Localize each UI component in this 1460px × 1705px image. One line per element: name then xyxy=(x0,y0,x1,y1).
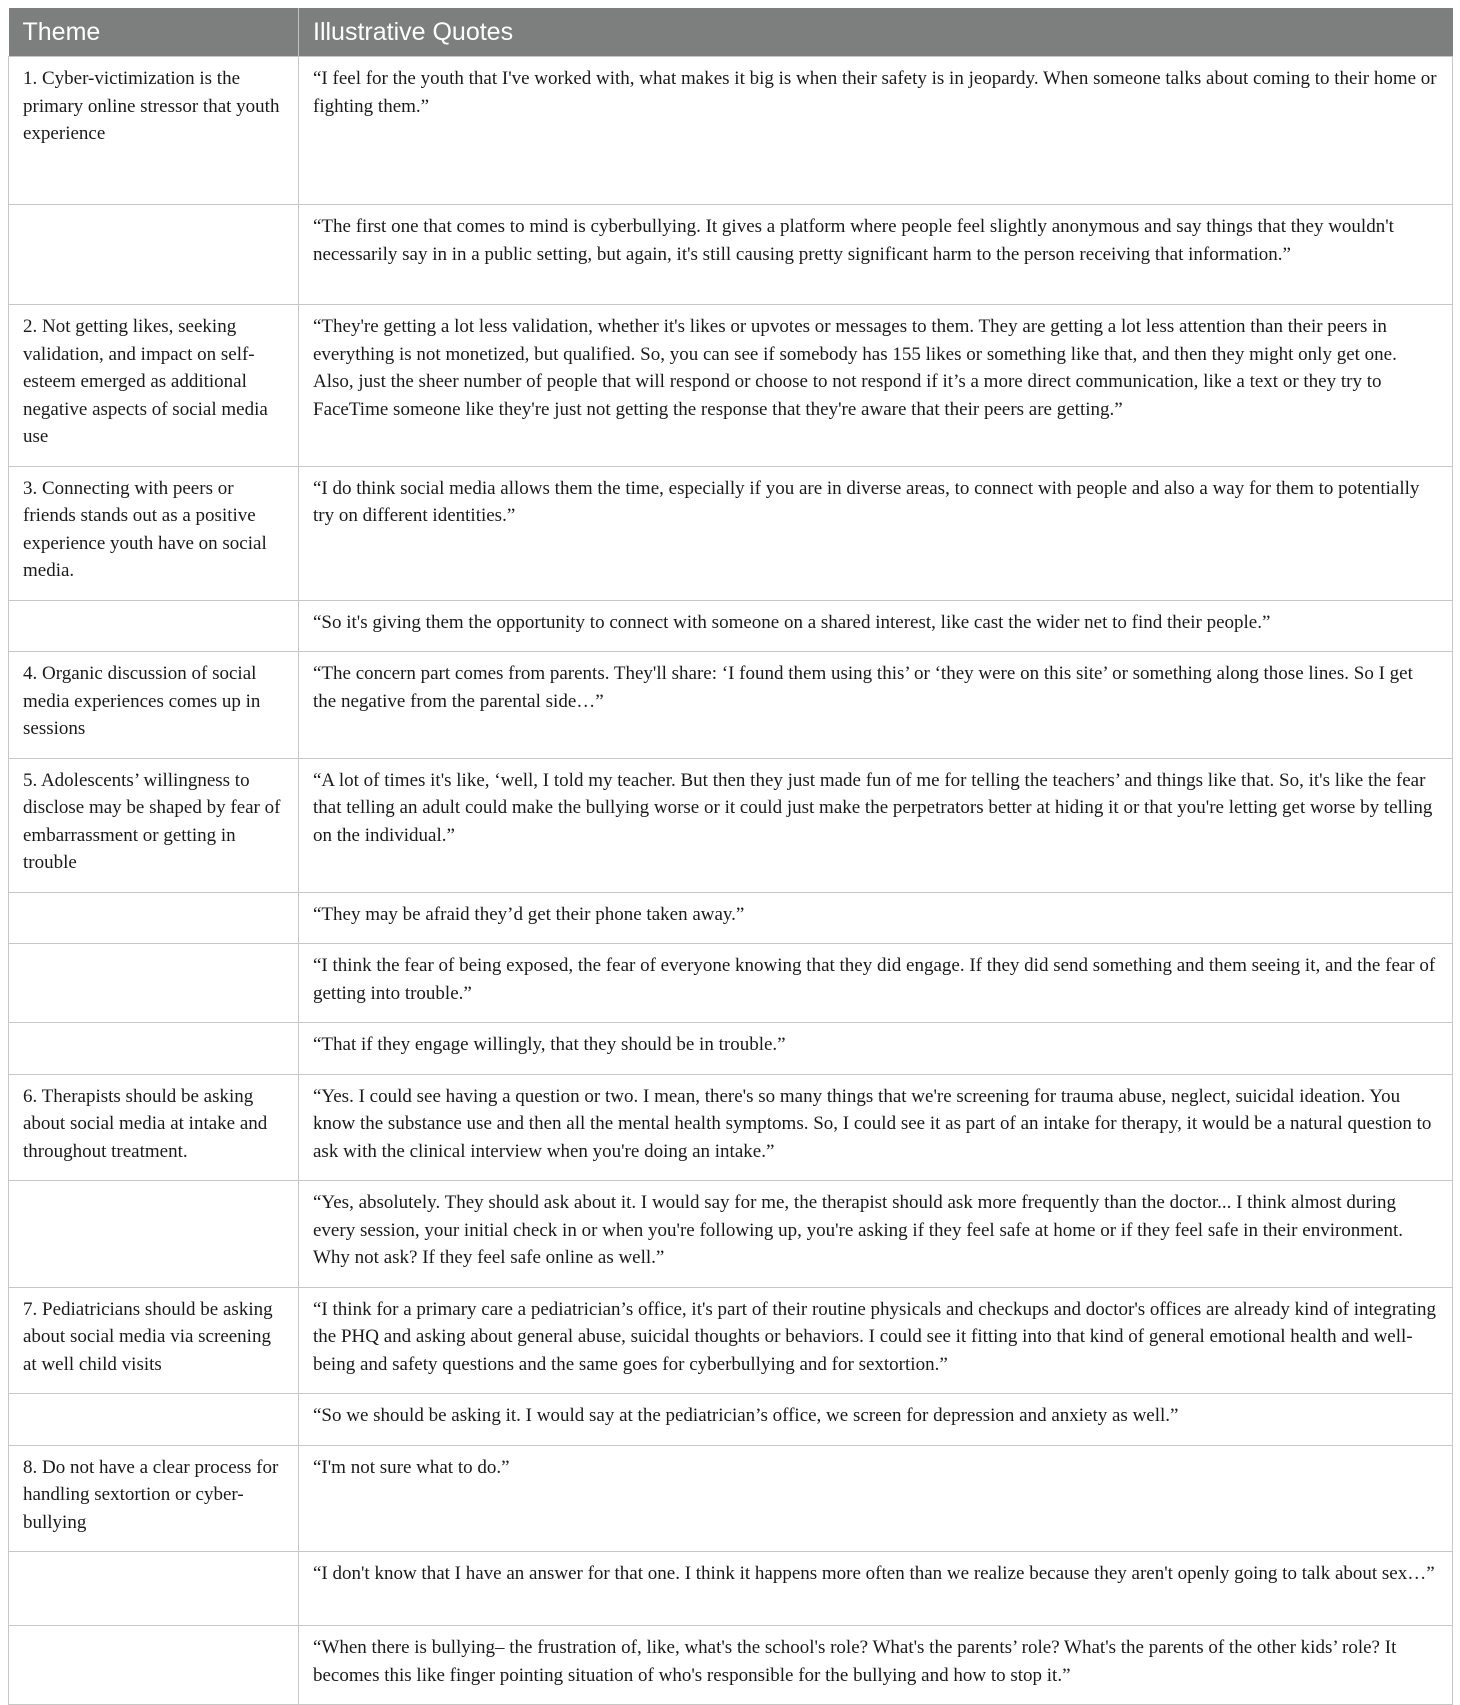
theme-cell xyxy=(9,1023,299,1075)
quote-cell: “I think for a primary care a pediatrician’s office, it's part of their routine physicals and checkups and doctor's offices are already kind of integrating the PHQ and asking about general abuse, suicidal thoughts or behaviors. I could see it fitting into that kind of general emotional health and well-being and safety questions and the same goes for cyberbullying and for sextortion.” xyxy=(299,1287,1453,1394)
table-row xyxy=(9,305,1453,467)
theme-cell: 7. Pediatricians should be asking about social media via screening at well child visits xyxy=(9,1287,299,1394)
table-row xyxy=(9,1181,1453,1288)
quote-cell: “I do think social media allows them the time, especially if you are in diverse areas, to connect with people and also a way for them to potentially try on different identities.” xyxy=(299,466,1453,600)
table-row xyxy=(9,600,1453,652)
theme-cell: 6. Therapists should be asking about social media at intake and throughout treatment. xyxy=(9,1074,299,1181)
table-row xyxy=(9,944,1453,1023)
quote-cell: “So it's giving them the opportunity to connect with someone on a shared interest, like cast the wider net to find their people.” xyxy=(299,600,1453,652)
quote-cell: “The concern part comes from parents. They'll share: ‘I found them using this’ or ‘they were on this site’ or something along those lines. So I get the negative from the parental side…” xyxy=(299,652,1453,759)
table-body xyxy=(9,57,1453,1705)
table-row xyxy=(9,205,1453,305)
table-row xyxy=(9,758,1453,892)
table-row xyxy=(9,57,1453,205)
theme-cell: 1. Cyber-victimization is the primary online stressor that youth experience xyxy=(9,57,299,205)
theme-cell xyxy=(9,944,299,1023)
table-header xyxy=(9,8,1453,57)
table-row xyxy=(9,1626,1453,1705)
theme-cell: 8. Do not have a clear process for handling sextortion or cyber-bullying xyxy=(9,1445,299,1552)
quote-cell: “The first one that comes to mind is cyberbullying. It gives a platform where people feel slightly anonymous and say things that they wouldn't necessarily say in in a public setting, but again, it's still causing pretty significant harm to the person receiving that information.” xyxy=(299,205,1453,305)
quote-cell: “So we should be asking it. I would say at the pediatrician’s office, we screen for depression and anxiety as well.” xyxy=(299,1394,1453,1446)
header-theme: Theme xyxy=(9,8,299,57)
header-quotes: Illustrative Quotes xyxy=(299,8,1453,57)
quote-cell: “Yes, absolutely. They should ask about it. I would say for me, the therapist should ask more frequently than the doctor... I think almost during every session, your initial check in or when you're following up, you're asking if they feel safe at home or if they feel safe in their environment. Why not ask? If they feel safe online as well.” xyxy=(299,1181,1453,1288)
quote-cell: “A lot of times it's like, ‘well, I told my teacher. But then they just made fun of me for telling the teachers’ and things like that. So, it's like the fear that telling an adult could make the bullying worse or it could just make the perpetrators better at hiding it or that you're letting get worse by telling on the individual.” xyxy=(299,758,1453,892)
quote-cell: “They may be afraid they’d get their phone taken away.” xyxy=(299,892,1453,944)
theme-cell: 2. Not getting likes, seeking validation, and impact on self-esteem emerged as additional negative aspects of social media use xyxy=(9,305,299,467)
theme-cell xyxy=(9,205,299,305)
table-row xyxy=(9,466,1453,600)
table-row xyxy=(9,1552,1453,1626)
themes-quotes-table xyxy=(8,8,1453,1705)
table-row xyxy=(9,1074,1453,1181)
quote-cell: “They're getting a lot less validation, whether it's likes or upvotes or messages to them. They are getting a lot less attention than their peers in everything is not monetized, but qualified. So, you can see if somebody has 155 likes or something like that, and then they might only get one. Also, just the sheer number of people that will respond or choose to not respond if it’s a more direct communication, like a text or they try to FaceTime someone like they're just not getting the response that they're aware that their peers are getting.” xyxy=(299,305,1453,467)
theme-cell: 3. Connecting with peers or friends stands out as a positive experience youth have on social media. xyxy=(9,466,299,600)
theme-cell xyxy=(9,600,299,652)
table-row xyxy=(9,1445,1453,1552)
theme-cell xyxy=(9,1181,299,1288)
theme-cell: 5. Adolescents’ willingness to disclose may be shaped by fear of embarrassment or getting in trouble xyxy=(9,758,299,892)
quote-cell: “That if they engage willingly, that they should be in trouble.” xyxy=(299,1023,1453,1075)
theme-cell: 4. Organic discussion of social media experiences comes up in sessions xyxy=(9,652,299,759)
quote-cell: “I'm not sure what to do.” xyxy=(299,1445,1453,1552)
table-row xyxy=(9,652,1453,759)
quote-cell: “I don't know that I have an answer for that one. I think it happens more often than we realize because they aren't openly going to talk about sex…” xyxy=(299,1552,1453,1626)
theme-cell xyxy=(9,892,299,944)
quote-cell: “I feel for the youth that I've worked with, what makes it big is when their safety is in jeopardy. When someone talks about coming to their home or fighting them.” xyxy=(299,57,1453,205)
quote-cell: “Yes. I could see having a question or two. I mean, there's so many things that we're screening for trauma abuse, neglect, suicidal ideation. You know the substance use and then all the mental health symptoms. So, I could see it as part of an intake for therapy, it would be a natural question to ask with the clinical interview when you're doing an intake.” xyxy=(299,1074,1453,1181)
quote-cell: “I think the fear of being exposed, the fear of everyone knowing that they did engage. If they did send something and them seeing it, and the fear of getting into trouble.” xyxy=(299,944,1453,1023)
theme-cell xyxy=(9,1626,299,1705)
table-row xyxy=(9,1023,1453,1075)
quote-cell: “When there is bullying– the frustration of, like, what's the school's role? What's the parents’ role? What's the parents of the other kids’ role? It becomes this like finger pointing situation of who's responsible for the bullying and how to stop it.” xyxy=(299,1626,1453,1705)
table-row xyxy=(9,892,1453,944)
table-row xyxy=(9,1394,1453,1446)
theme-cell xyxy=(9,1552,299,1626)
theme-cell xyxy=(9,1394,299,1446)
header-row xyxy=(9,8,1453,57)
table-row xyxy=(9,1287,1453,1394)
